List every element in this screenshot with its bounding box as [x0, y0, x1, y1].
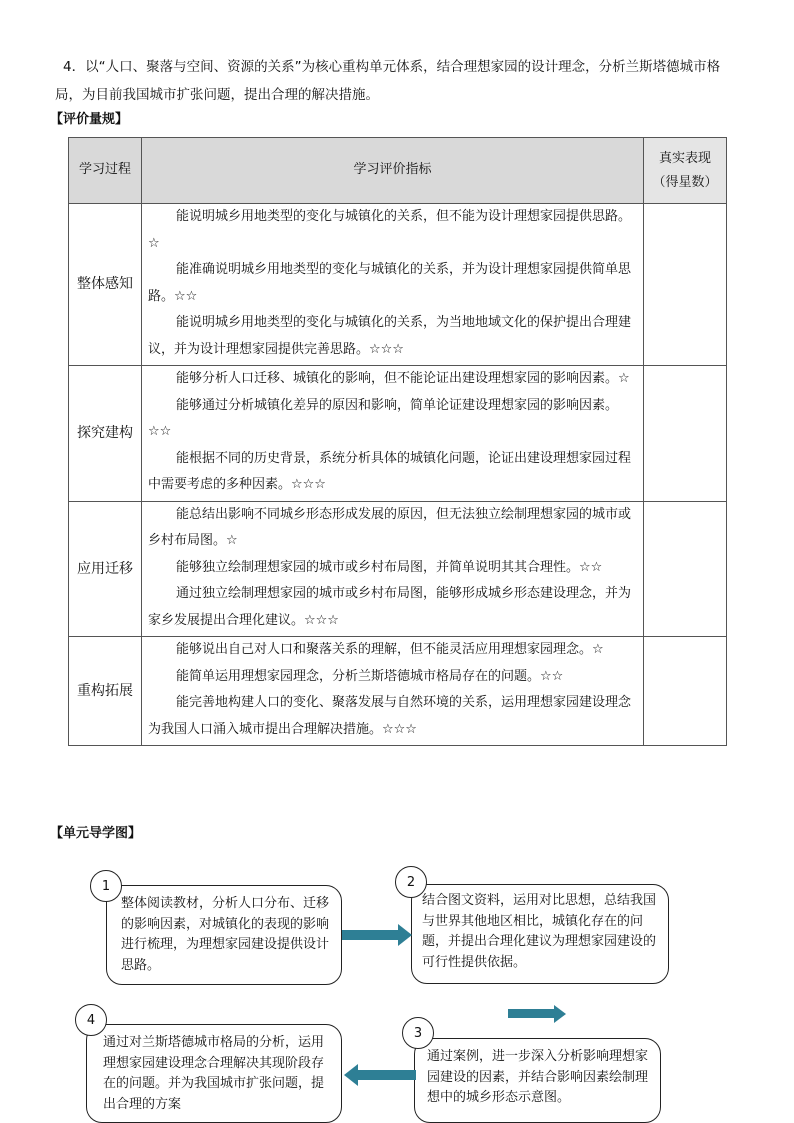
guide-heading: 【单元导学图】: [50, 826, 142, 841]
flow-box-2-text: 结合图文资料，运用对比思想，总结我国与世界其他地区相比，城镇化存在的问题，并提出合理化建议为理想家园建设的可行性提供依据。: [422, 893, 657, 970]
stage-cell: 重构拓展: [69, 637, 142, 746]
indicator-item: 能说明城乡用地类型的变化与城镇化的关系，为当地地域文化的保护提出合理建议，并为设计理想家园提供完善思路。☆☆☆: [148, 315, 632, 357]
arrow-left-icon: [342, 1062, 416, 1088]
indicator-item: 能说明城乡用地类型的变化与城镇化的关系，但不能为设计理想家园提供思路。☆: [148, 209, 632, 251]
stage-cell: 探究建构: [69, 366, 142, 502]
indicator-item: 通过独立绘制理想家园的城市或乡村布局图，能够形成城乡形态建设理念，并为家乡发展提出合理化建议。☆☆☆: [148, 586, 632, 628]
header-process: 学习过程: [69, 138, 142, 204]
indicator-cell: [142, 637, 644, 746]
score-cell[interactable]: [644, 501, 727, 637]
table-row: [69, 637, 727, 746]
indicator-cell: [142, 501, 644, 637]
rubric-table: [68, 137, 727, 746]
score-cell[interactable]: [644, 204, 727, 366]
indicator-item: 能简单运用理想家园理念，分析兰斯塔德城市格局存在的问题。☆☆: [176, 668, 564, 684]
rubric-heading: 【评价量规】: [50, 112, 129, 127]
arrow-right-icon: [508, 1004, 568, 1024]
score-cell[interactable]: [644, 366, 727, 502]
step-number-1: 1: [90, 870, 122, 902]
flow-box-4: [86, 1024, 342, 1123]
indicator-item: 能完善地构建人口的变化、聚落发展与自然环境的关系，运用理想家园建设理念为我国人口涌入城市提出合理解决措施。☆☆☆: [148, 695, 632, 737]
header-score-line2: （得星数）: [652, 175, 718, 190]
step-number-4: 4: [75, 1004, 107, 1036]
header-score: [644, 138, 727, 204]
score-cell[interactable]: [644, 637, 727, 746]
table-row: [69, 366, 727, 502]
table-row: [69, 204, 727, 366]
indicator-item: 能够通过分析城镇化差异的原因和影响，简单论证建设理想家园的影响因素。☆☆: [148, 397, 619, 439]
step-number-3: 3: [402, 1017, 434, 1049]
indicator-cell: [142, 204, 644, 366]
indicator-cell: [142, 366, 644, 502]
flow-box-2: [411, 884, 669, 984]
table-row: [69, 501, 727, 637]
indicator-item: 能够说出自己对人口和聚落关系的理解，但不能灵活应用理想家园理念。☆: [176, 642, 604, 657]
flow-box-1-text: 整体阅读教材，分析人口分布、迁移的影响因素，对城镇化的表现的影响进行梳理，为理想家园建设提供设计思路。: [121, 896, 330, 973]
question-4: 4．以“人口、聚落与空间、资源的关系”为核心重构单元体系，结合理想家园的设计理念，分析兰斯塔德城市格局，为目前我国城市扩张问题，提出合理的解决措施。: [55, 59, 721, 103]
stage-cell: 应用迁移: [69, 501, 142, 637]
stage-cell: 整体感知: [69, 204, 142, 366]
indicator-item: 能够独立绘制理想家园的城市或乡村布局图，并简单说明其其合理性。☆☆: [176, 559, 603, 575]
indicator-item: 能够分析人口迁移、城镇化的影响，但不能论证出建设理想家园的影响因素。☆: [176, 371, 630, 386]
flow-box-3-text: 通过案例，进一步深入分析影响理想家园建设的因素，并结合影响因素绘制理想中的城乡形态示意图。: [427, 1049, 649, 1105]
indicator-item: 能准确说明城乡用地类型的变化与城镇化的关系，并为设计理想家园提供简单思路。☆☆: [148, 262, 632, 304]
flow-box-1: [106, 885, 342, 985]
indicator-item: 能根据不同的历史背景，系统分析具体的城镇化问题，论证出建设理想家园过程中需要考虑的多种因素。☆☆☆: [148, 450, 632, 492]
rubric-header-row: [69, 138, 727, 204]
flow-box-4-text: 通过对兰斯塔德城市格局的分析，运用理想家园建设理念合理解决其现阶段存在的问题。并为我国城市扩张问题，提出合理的方案: [103, 1035, 325, 1112]
header-score-line1: 真实表现: [658, 151, 711, 166]
flow-box-3: [414, 1038, 661, 1123]
arrow-right-icon: [342, 922, 414, 948]
step-number-2: 2: [395, 866, 427, 898]
header-indicator: 学习评价指标: [142, 138, 644, 204]
indicator-item: 能总结出影响不同城乡形态形成发展的原因，但无法独立绘制理想家园的城市或乡村布局图。☆: [148, 506, 632, 548]
